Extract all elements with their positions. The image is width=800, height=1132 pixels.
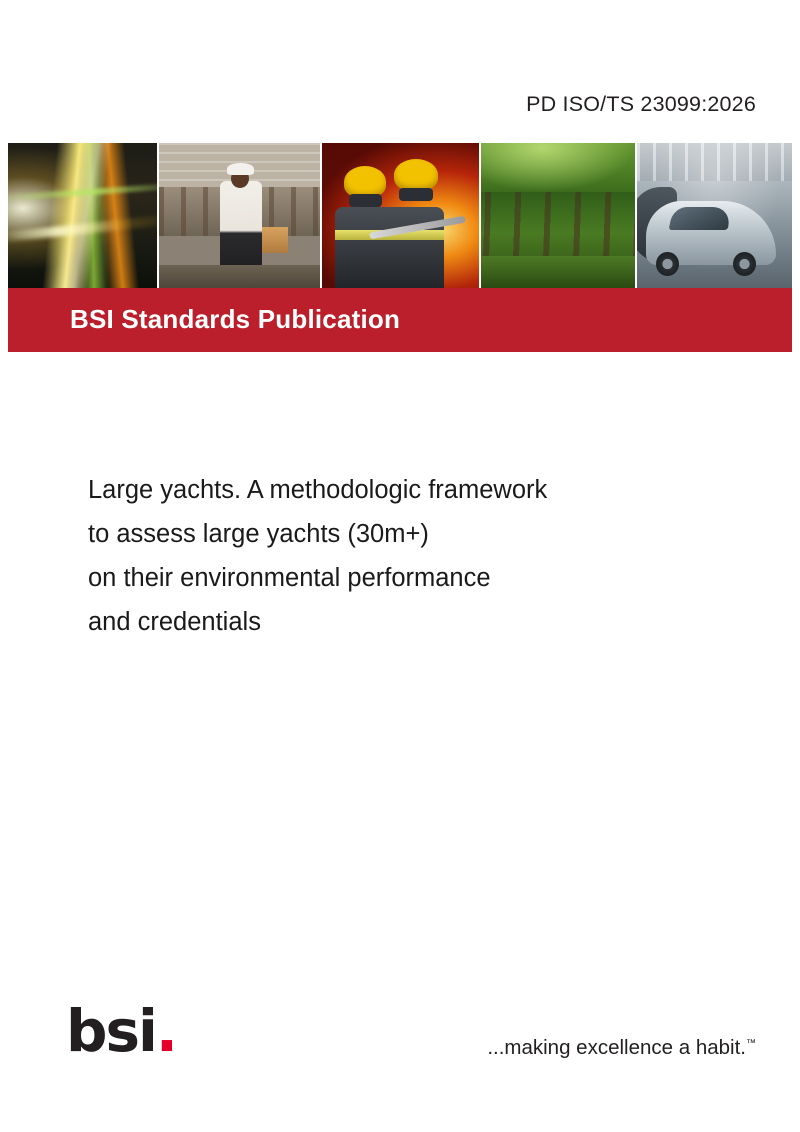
cover-photo-strip xyxy=(8,143,792,288)
car-rear-wheel xyxy=(733,252,756,277)
car-front-wheel xyxy=(656,252,679,277)
title-line-2: to assess large yachts (30m+) xyxy=(88,520,429,548)
warehouse-floor xyxy=(159,265,320,288)
firefighter-helmet-right xyxy=(394,159,438,191)
firefighter-visor-right xyxy=(399,188,434,201)
factory-ceiling-rails xyxy=(637,143,792,181)
bsi-logo-letters: bsi xyxy=(66,997,156,1065)
title-line-4: and credentials xyxy=(88,608,261,636)
tagline-text: ...making excellence a habit. xyxy=(487,1036,746,1059)
page-title xyxy=(88,468,728,644)
worker-hard-hat xyxy=(227,163,254,175)
photo-warehouse-worker-inspecting-goods xyxy=(159,143,320,288)
document-reference-number: PD ISO/TS 23099:2026 xyxy=(526,92,756,116)
bsi-logo-wordmark xyxy=(66,997,196,1065)
bsi-standards-banner xyxy=(8,288,792,352)
banner-label: BSI Standards Publication xyxy=(70,304,401,334)
firefighter-visor-left xyxy=(349,194,382,207)
photo-car-manufacturing-assembly-line xyxy=(637,143,792,288)
forest-canopy xyxy=(481,143,635,192)
title-line-3: on their environmental performance xyxy=(88,564,491,592)
bsi-logo-dot: . xyxy=(155,997,176,1065)
title-line-1: Large yachts. A methodologic framework xyxy=(88,476,548,504)
firefighter-coats xyxy=(335,207,445,288)
trademark-symbol: ™ xyxy=(746,1038,756,1050)
photo-pine-forest xyxy=(481,143,635,288)
photo-light-trails-night-traffic xyxy=(8,143,157,288)
photo-firefighters-with-hose xyxy=(322,143,479,288)
car-windshield xyxy=(669,207,733,230)
bsi-tagline xyxy=(487,1036,756,1060)
bsi-logo xyxy=(66,997,196,1065)
worker-torso xyxy=(220,181,262,271)
forest-floor xyxy=(481,256,635,288)
